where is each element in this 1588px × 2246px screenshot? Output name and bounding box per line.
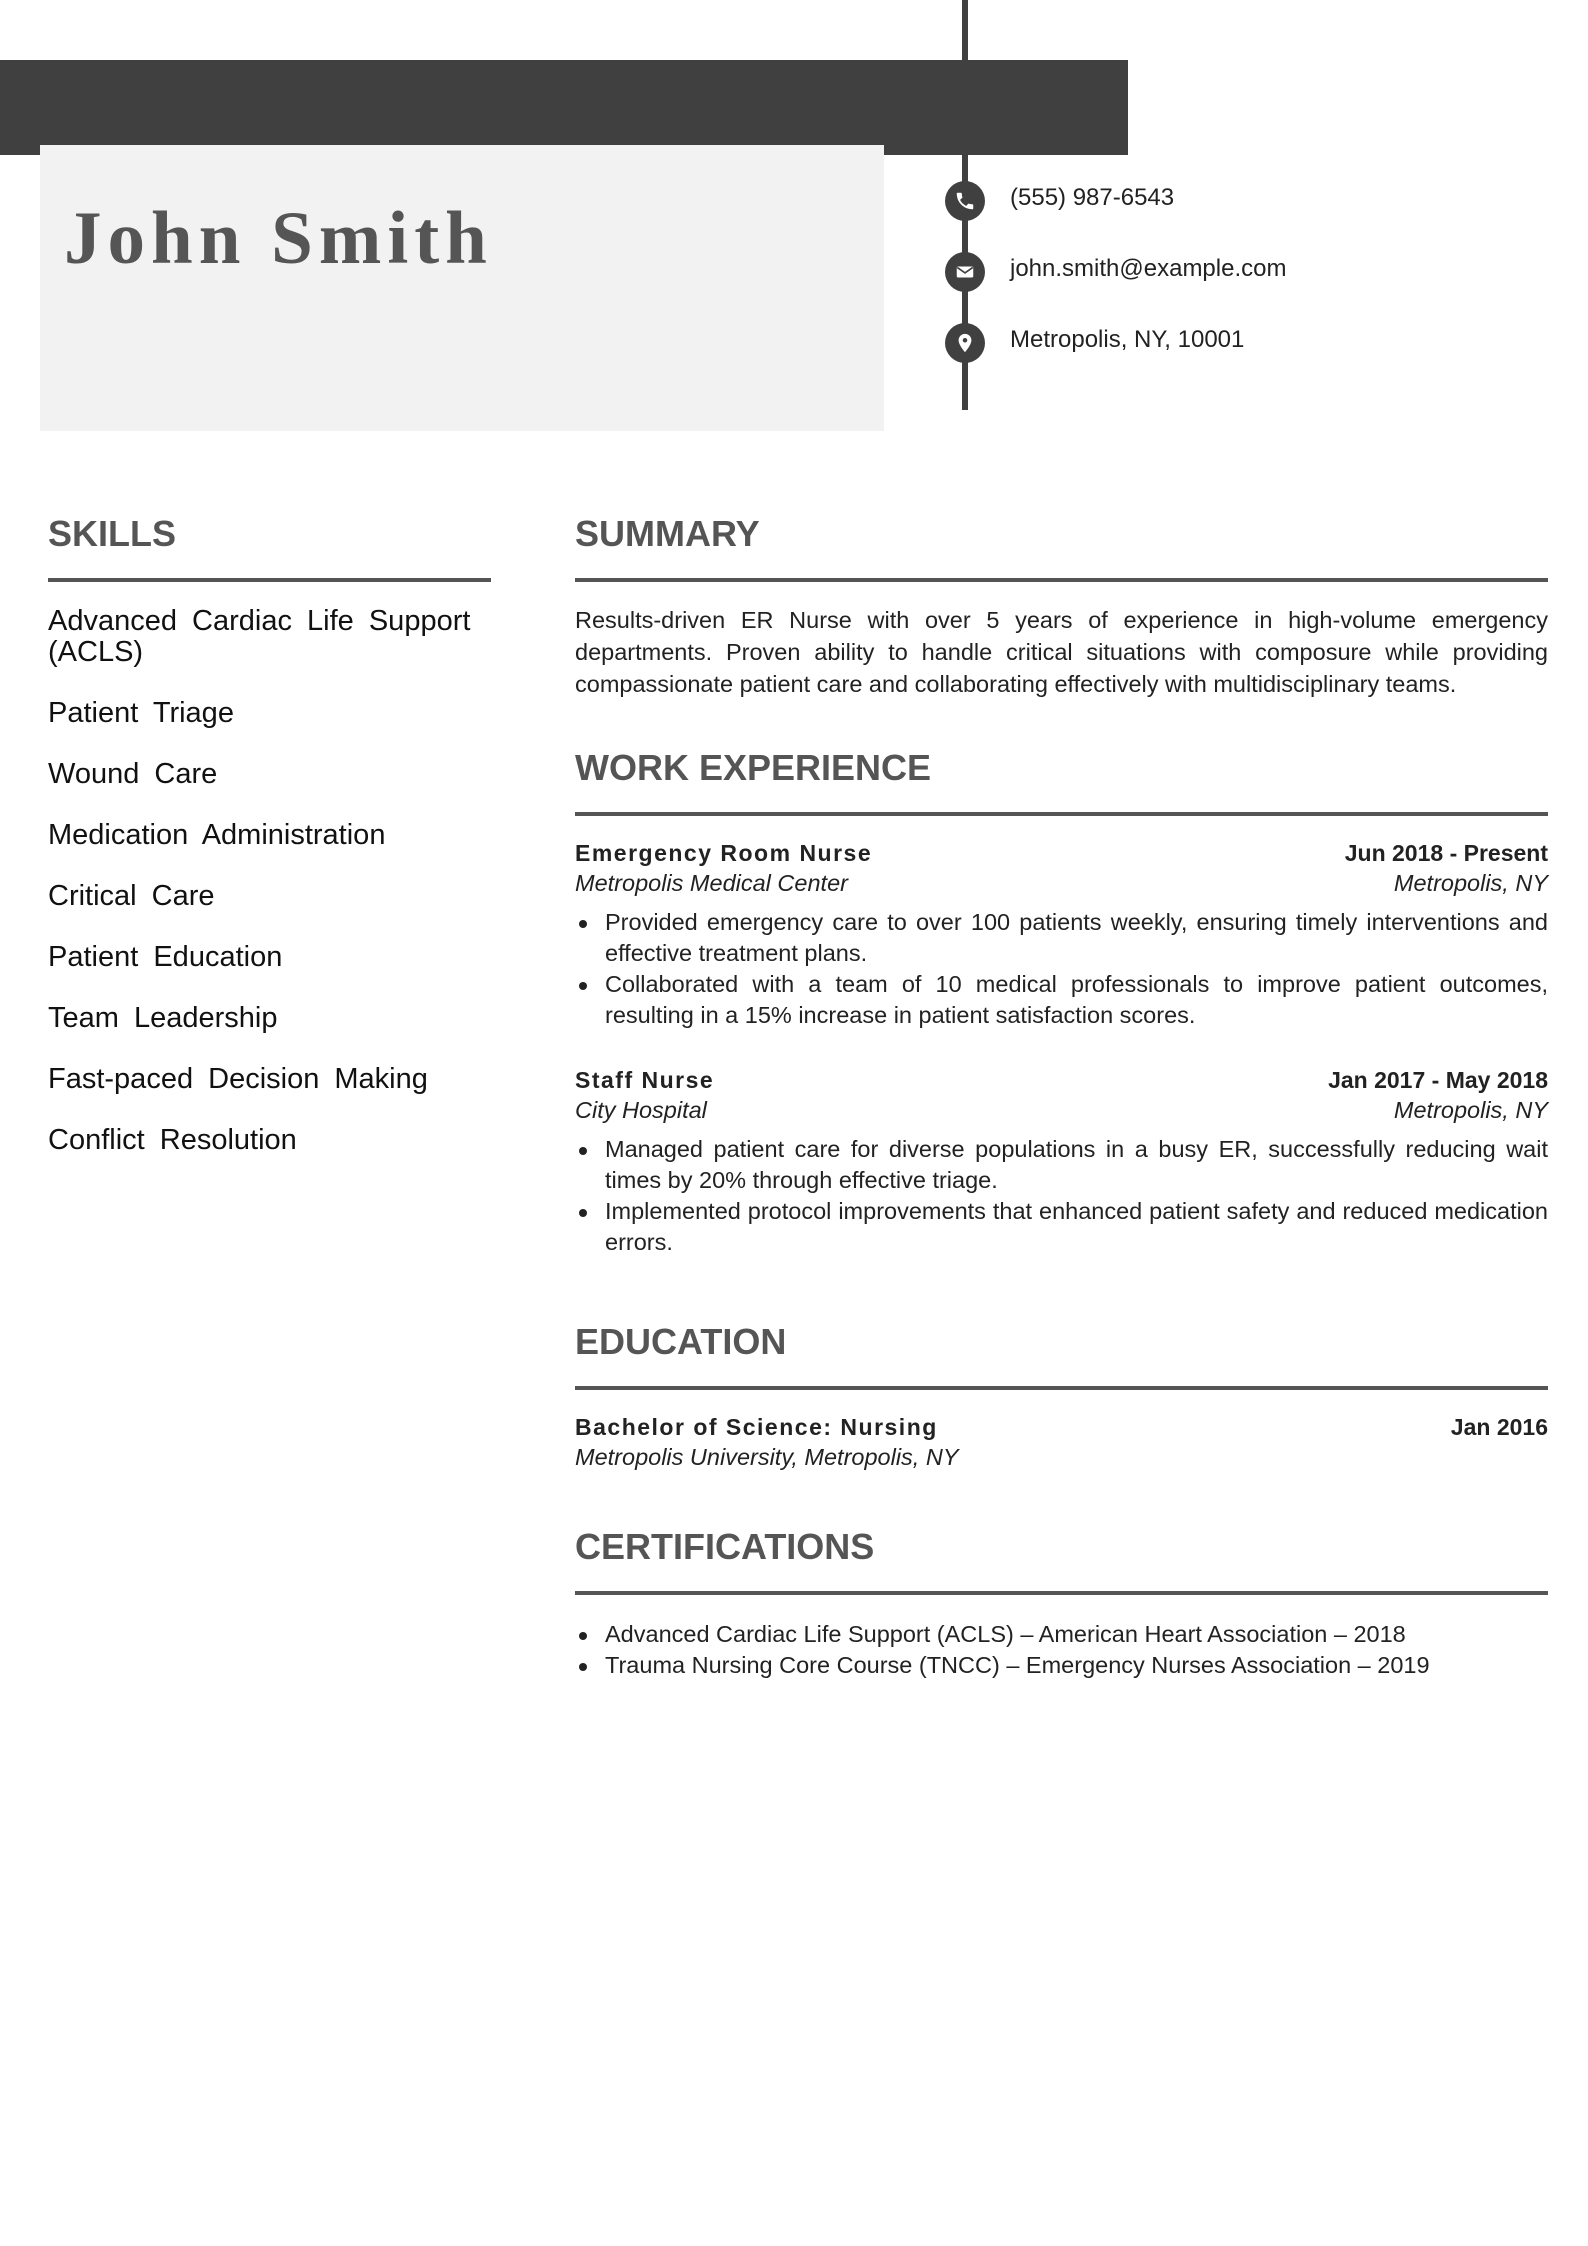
contact-phone: (555) 987-6543 — [1010, 184, 1175, 211]
summary-section — [575, 510, 1548, 700]
job-company: City Hospital — [575, 1097, 707, 1123]
summary-heading: SUMMARY — [575, 513, 760, 554]
job-entry — [575, 840, 1548, 1031]
skills-heading: SKILLS — [48, 513, 177, 554]
skill-item: Critical Care — [48, 880, 215, 912]
education-entry — [575, 1414, 1548, 1473]
certifications-section — [575, 1523, 1548, 1681]
job-dates: Jun 2018 - Present — [1344, 840, 1548, 866]
education-heading: EDUCATION — [575, 1321, 787, 1362]
location-pin-icon — [945, 323, 985, 363]
skill-item: Wound Care — [48, 758, 218, 790]
experience-heading: WORK EXPERIENCE — [575, 747, 932, 788]
skill-item: Patient Triage — [48, 697, 234, 729]
education-date: Jan 2016 — [1450, 1414, 1548, 1440]
job-dates: Jan 2017 - May 2018 — [1328, 1067, 1548, 1093]
school: Metropolis University, Metropolis, NY — [575, 1444, 959, 1470]
job-bullets — [575, 1134, 1548, 1258]
experience-divider — [575, 812, 1548, 816]
job-title: Emergency Room Nurse — [575, 840, 873, 866]
skills-section — [48, 510, 491, 1186]
contact-location: Metropolis, NY, 10001 — [1010, 326, 1245, 353]
certifications-divider — [575, 1591, 1548, 1595]
certifications-heading: CERTIFICATIONS — [575, 1526, 875, 1567]
contact-email: john.smith@example.com — [1010, 255, 1287, 282]
job-bullet: Collaborated with a team of 10 medical professionals to improve patient outcomes, resulting in a 15% increase in patient satisfaction scores. — [575, 969, 1548, 1031]
job-bullets — [575, 907, 1548, 1031]
education-section — [575, 1318, 1548, 1473]
job-bullet: Implemented protocol improvements that enhanced patient safety and reduced medication errors. — [575, 1196, 1548, 1258]
certification-item: Advanced Cardiac Life Support (ACLS) – American Heart Association – 2018 — [575, 1619, 1548, 1650]
certification-item: Trauma Nursing Core Course (TNCC) – Emergency Nurses Association – 2019 — [575, 1650, 1548, 1681]
job-title: Staff Nurse — [575, 1067, 715, 1093]
skill-item: Advanced Cardiac Life Support (ACLS) — [48, 605, 471, 668]
job-location: Metropolis, NY — [1393, 1097, 1548, 1123]
skill-item: Patient Education — [48, 941, 283, 973]
education-divider — [575, 1386, 1548, 1390]
skill-item: Team Leadership — [48, 1002, 278, 1034]
main-content — [575, 510, 1548, 1681]
job-company: Metropolis Medical Center — [575, 870, 848, 896]
candidate-name: John Smith — [64, 197, 493, 280]
job-entry — [575, 1067, 1548, 1258]
summary-text: Results-driven ER Nurse with over 5 years of experience in high-volume emergency departments. Proven ability to handle critical situations with composure while providing compassionate patient care and collaborating effectively with multidisciplinary teams. — [575, 607, 1548, 697]
skill-item: Fast-paced Decision Making — [48, 1063, 428, 1095]
header-bar — [0, 60, 1128, 155]
experience-section — [575, 744, 1548, 1258]
skill-item: Medication Administration — [48, 819, 386, 851]
skills-list — [48, 606, 491, 1156]
certifications-list — [575, 1619, 1548, 1681]
job-location: Metropolis, NY — [1393, 870, 1548, 896]
name-panel — [40, 145, 884, 431]
email-icon — [945, 252, 985, 292]
skill-item: Conflict Resolution — [48, 1124, 297, 1156]
summary-divider — [575, 578, 1548, 582]
degree: Bachelor of Science: Nursing — [575, 1414, 938, 1440]
phone-icon — [945, 181, 985, 221]
skills-divider — [48, 578, 491, 582]
job-bullet: Managed patient care for diverse populations in a busy ER, successfully reducing wait times by 20% through effective triage. — [575, 1134, 1548, 1196]
job-bullet: Provided emergency care to over 100 patients weekly, ensuring timely interventions and effective treatment plans. — [575, 907, 1548, 969]
